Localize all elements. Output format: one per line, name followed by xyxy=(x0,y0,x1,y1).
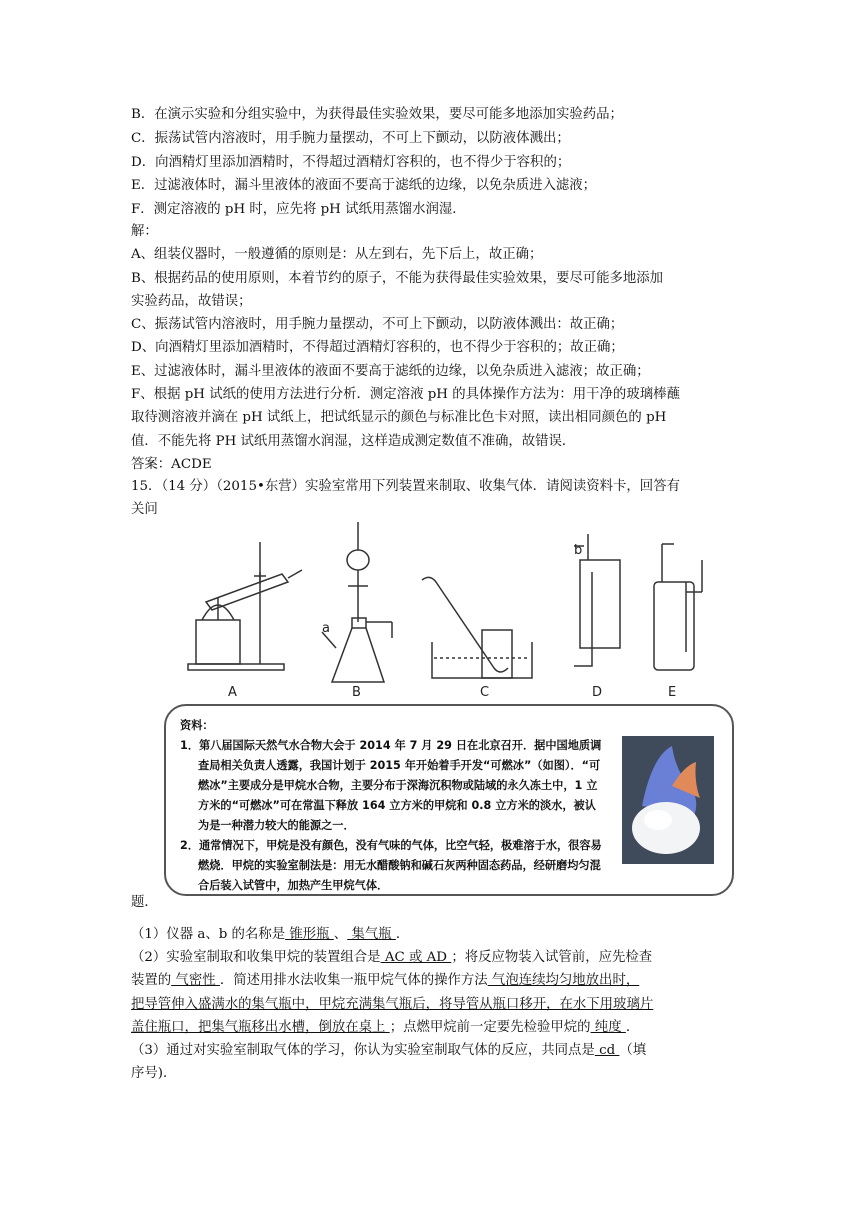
label-E: E xyxy=(668,685,677,700)
apparatus-diagram xyxy=(162,522,736,700)
solution-e: E、过滤液体时，漏斗里液体的液面不要高于滤纸的边缘，以免杂质进入滤液；故正确； xyxy=(131,364,650,379)
q1-mid: 、 xyxy=(333,927,348,942)
q3-l1-suffix: （填 xyxy=(619,1043,647,1058)
solution-f-line3: 值．不能先将 PH 试纸用蒸馏水润湿，这样造成测定数值不准确，故错误． xyxy=(131,434,576,449)
label-C: C xyxy=(480,685,490,700)
solution-heading: 解： xyxy=(131,224,158,239)
solution-a: A、组装仪器时，一般遵循的原则是：从左到右，先下后上，故正确； xyxy=(131,247,543,262)
q2-l1-suffix: ；将反应物装入试管前，应先检查 xyxy=(451,950,653,965)
info-card-item-2: 2．通常情况下，甲烷是没有颜色，没有气味的气体，比空气轻，极难溶于水，很容易燃烧．甲烷的实验室制法是：用无水醋酸钠和碱石灰两种固态药品，经研磨均匀混合后装入试管中，加热产生甲烷气体． xyxy=(180,839,602,892)
solution-d: D、向酒精灯里添加酒精时，不得超过酒精灯容积的，也不得少于容积的；故正确； xyxy=(131,340,624,355)
question-2-line4 xyxy=(131,1017,639,1039)
question-2-line3 xyxy=(131,994,653,1016)
question-3-line2: 序号)． xyxy=(131,1066,177,1081)
question-15-line3: 题． xyxy=(131,895,158,910)
question-3-line1 xyxy=(131,1040,646,1062)
q2-l1-prefix: （2）实验室制取和收集甲烷的装置组合是 xyxy=(131,950,381,965)
option-b: B．在演示实验和分组实验中，为获得最佳实验效果，要尽可能多地添加实验药品； xyxy=(131,107,623,122)
q2-answer-3a: 气泡连续均匀地放出时， xyxy=(487,973,640,988)
q1-prefix: （1）仪器 a、b 的名称是 xyxy=(131,927,286,942)
info-card xyxy=(164,704,734,896)
question-2-line2 xyxy=(131,970,639,992)
q2-answer-3c: 盖住瓶口，把集气瓶移出水槽，倒放在桌上 xyxy=(131,1020,390,1035)
option-c: C．振荡试管内溶液时，用手腕力量摆动，不可上下颤动，以防液体溅出； xyxy=(131,131,570,146)
question-15-line1: 15．（14 分）（2015•东营）实验室常用下列装置来制取、收集气体．请阅读资料卡，回答有 xyxy=(131,479,680,494)
solution-f-line1: F、根据 pH 试纸的使用方法进行分析．测定溶液 pH 的具体操作方法为：用干净的玻璃棒蘸 xyxy=(131,387,680,402)
option-d: D．向酒精灯里添加酒精时，不得超过酒精灯容积的，也不得少于容积的； xyxy=(131,155,571,170)
q2-answer-4: 纯度 xyxy=(590,1020,626,1035)
question-1 xyxy=(131,924,409,946)
info-card-title: 资料： xyxy=(180,719,214,732)
question-15-line2: 关问 xyxy=(131,502,158,517)
label-D: D xyxy=(592,685,603,700)
q2-l2-mid: ．简述用排水法收集一瓶甲烷气体的操作方法 xyxy=(219,973,488,988)
question-2-line1 xyxy=(131,947,652,969)
q1-suffix: ． xyxy=(395,927,410,942)
q2-l2-prefix: 装置的 xyxy=(131,973,172,988)
q3-l1-prefix: （3）通过对实验室制取气体的学习，你认为实验室制取气体的反应，共同点是 xyxy=(131,1043,595,1058)
label-A: A xyxy=(228,685,237,700)
q1-answer-1: 锥形瓶 xyxy=(285,927,334,942)
q1-answer-2: 集气瓶 xyxy=(347,927,396,942)
solution-f-line2: 取待测溶液并滴在 pH 试纸上，把试纸显示的颜色与标准比色卡对照，读出相同颜色的 pH xyxy=(131,410,667,425)
apparatus-figure xyxy=(162,522,736,898)
q2-l4-suffix: ． xyxy=(625,1020,640,1035)
q2-answer-2: 气密性 xyxy=(171,973,220,988)
solution-c: C、振荡试管内溶液时，用手腕力量摆动，不可上下颤动，以防液体溅出：故正确； xyxy=(131,317,624,332)
option-f: F．测定溶液的 pH 时，应先将 pH 试纸用蒸馏水润湿． xyxy=(131,202,466,217)
q2-answer-3b: 把导管伸入盛满水的集气瓶中，甲烷充满集气瓶后，将导管从瓶口移开，在水下用玻璃片 xyxy=(131,997,654,1012)
combustible-ice-photo xyxy=(622,736,714,864)
label-b: b xyxy=(574,543,583,558)
info-card-item-1: 1．第八届国际天然气水合物大会于 2014 年 7 月 29 日在北京召开．据中国地质调查局相关负责人透露，我国计划于 2015 年开始着手开发“可燃冰”（如图）．“可燃冰”主要成分是甲烷水合物，主要分布于深海沉积物或陆域的永久冻土中，1 立方米的“可燃冰”可在常温下释放 164 立方米的甲烷和 0.8 立方米的淡水，被认为是一种潜力较大的能源之一． xyxy=(180,739,602,832)
q2-answer-1: AC 或 AD xyxy=(380,950,452,965)
answer-line: 答案：ACDE xyxy=(131,457,212,472)
solution-b-line1: B、根据药品的使用原则，本着节约的原子，不能为获得最佳实验效果，要尽可能多地添加 xyxy=(131,271,664,286)
info-card-text xyxy=(180,716,606,896)
solution-b-line2: 实验药品，故错误； xyxy=(131,294,252,309)
q2-l4-mid: ；点燃甲烷前一定要先检验甲烷的 xyxy=(389,1020,591,1035)
q3-answer: cd xyxy=(594,1043,620,1058)
label-B: B xyxy=(352,685,361,700)
label-a: a xyxy=(322,621,330,636)
option-e: E．过滤液体时，漏斗里液体的液面不要高于滤纸的边缘，以免杂质进入滤液； xyxy=(131,178,597,193)
